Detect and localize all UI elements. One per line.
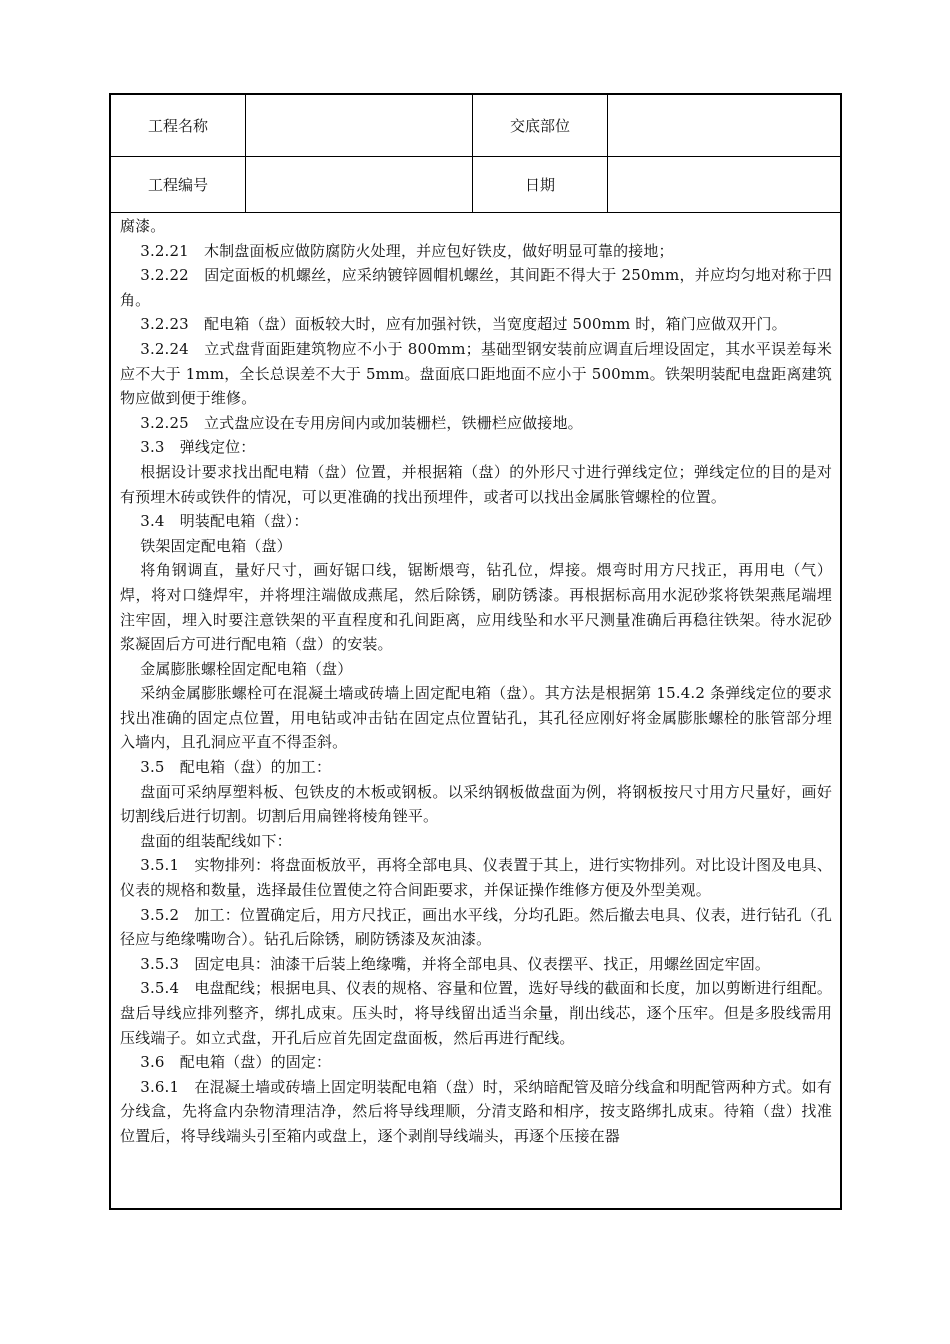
date-value[interactable] <box>608 156 840 212</box>
project-no-label: 工程编号 <box>111 156 246 212</box>
paragraph: 3.2.21 木制盘面板应做防腐防火处理，并应包好铁皮，做好明显可靠的接地； <box>140 241 674 260</box>
paragraph: 腐漆。 <box>120 217 166 235</box>
project-no-value[interactable] <box>246 156 473 212</box>
paragraph: 将角钢调直，量好尺寸，画好锯口线，锯断煨弯，钻孔位，焊接。煨弯时用方尺找正，再用电（气）焊，将对口缝焊牢，并将埋注端做成燕尾，然后除锈，刷防锈漆。再根据标高用水泥砂浆将铁架燕尾端埋注牢固，埋入时要注意铁架的平直程度和孔间距离，应用线坠和水平尺测量准确后再稳往铁架。待水泥砂浆凝固后方可进行配电箱（盘）的安装。 <box>120 561 832 654</box>
paragraph: 盘面的组装配线如下： <box>140 831 292 850</box>
project-name-value[interactable] <box>246 95 473 156</box>
disclosure-content <box>120 214 832 1208</box>
section-heading: 3.3 弹线定位： <box>140 438 256 457</box>
paragraph: 3.2.23 配电箱（盘）面板较大时，应有加强衬铁，当宽度超过 500mm 时，箱门应做双开门。 <box>140 315 787 334</box>
location-value[interactable] <box>608 95 840 156</box>
section-heading: 3.5 配电箱（盘）的加工： <box>140 758 332 777</box>
header-row-2 <box>111 156 840 213</box>
paragraph: 根据设计要求找出配电精（盘）位置，并根据箱（盘）的外形尺寸进行弹线定位；弹线定位的目的是对有预埋木砖或铁件的情况，可以更准确的找出预埋件，或者可以找出金属胀管螺栓的位置。 <box>120 462 832 506</box>
section-heading: 3.6 配电箱（盘）的固定： <box>140 1053 332 1072</box>
paragraph: 3.5.2 加工：位置确定后，用方尺找正，画出水平线，分均孔距。然后撤去电具、仪表，进行钻孔（孔径应与绝缘嘴吻合）。钻孔后除锈，刷防锈漆及灰油漆。 <box>120 905 832 949</box>
location-label: 交底部位 <box>473 95 608 156</box>
paragraph: 采纳金属膨胀螺栓可在混凝土墙或砖墙上固定配电箱（盘）。其方法是根据第 15.4.2 条弹线定位的要求找出准确的固定点位置，用电钻或冲击钻在固定点位置钻孔，其孔径应刚好将金属膨胀螺栓的胀管部分埋入墙内，且孔洞应平直不得歪斜。 <box>120 684 832 752</box>
subheading: 铁架固定配电箱（盘） <box>140 536 292 555</box>
paragraph: 3.5.4 电盘配线；根据电具、仪表的规格、容量和位置，选好导线的截面和长度，加以剪断进行组配。盘后导线应排列整齐，绑扎成束。压头时，将导线留出适当余量，削出线芯，逐个压牢。但是多股线需用压线端子。如立式盘，开孔后应首先固定盘面板，然后再进行配线。 <box>120 979 832 1047</box>
subheading: 金属膨胀螺栓固定配电箱（盘） <box>140 659 353 678</box>
section-heading: 3.4 明装配电箱（盘）： <box>140 512 309 531</box>
paragraph: 3.2.24 立式盘背面距建筑物应不小于 800mm；基础型钢安装前应调直后埋设固定，其水平误差每米应不大于 1mm，全长总误差不大于 5mm。盘面底口距地面不应小于 500mm。铁架明装配电盘距离建筑物应做到便于维修。 <box>120 339 832 408</box>
date-label: 日期 <box>473 156 608 212</box>
paragraph: 3.2.22 固定面板的机螺丝，应采纳镀锌圆帽机螺丝，其间距不得大于 250mm，并应均匀地对称于四角。 <box>120 266 832 309</box>
project-name-label: 工程名称 <box>111 95 246 156</box>
header-row-1 <box>111 95 840 157</box>
paragraph: 3.5.3 固定电具：油漆干后装上绝缘嘴，并将全部电具、仪表摆平、找正，用螺丝固定牢固。 <box>140 954 771 973</box>
disclosure-form <box>109 93 842 1210</box>
paragraph: 盘面可采纳厚塑料板、包铁皮的木板或钢板。以采纳钢板做盘面为例，将钢板按尺寸用方尺量好，画好切割线后进行切割。切割后用扁锉将棱角锉平。 <box>120 782 832 826</box>
paragraph: 3.2.25 立式盘应设在专用房间内或加装栅栏，铁栅栏应做接地。 <box>140 413 583 432</box>
paragraph: 3.5.1 实物排列：将盘面板放平，再将全部电具、仪表置于其上，进行实物排列。对比设计图及电具、仪表的规格和数量，选择最佳位置使之符合间距要求，并保证操作维修方便及外型美观。 <box>120 856 832 900</box>
paragraph: 3.6.1 在混凝土墙或砖墙上固定明装配电箱（盘）时，采纳暗配管及暗分线盒和明配管两种方式。如有分线盒，先将盒内杂物清理洁净，然后将导线理顺，分清支路和相序，按支路绑扎成束。待箱（盘）找准位置后，将导线端头引至箱内或盘上，逐个剥削导线端头，再逐个压接在器 <box>120 1077 832 1145</box>
